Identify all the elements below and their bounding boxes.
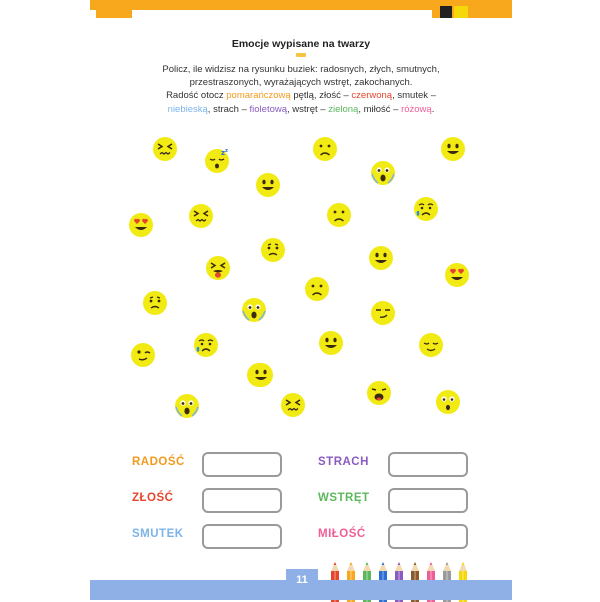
answer-label: SMUTEK <box>132 528 184 540</box>
worksheet-page <box>90 0 512 600</box>
answer-label: STRACH <box>318 456 369 468</box>
instruction-line-2: przestraszonych, wyrażających wstręt, zakochanych. <box>189 77 413 89</box>
svg-text:z: z <box>225 148 228 154</box>
answer-label: MIŁOŚĆ <box>318 528 366 540</box>
answer-label: ZŁOŚĆ <box>132 492 174 504</box>
instruction-line-1: Policz, ile widzisz na rysunku buziek: radosnych, złych, smutnych, <box>162 64 440 75</box>
page-number: 11 <box>296 574 308 586</box>
pencils-decoration <box>90 0 512 600</box>
page-title: Emocje wypisane na twarzy <box>231 38 371 50</box>
answer-label: WSTRĘT <box>318 492 370 504</box>
instruction-line-4: niebieską, strach – fioletową, wstręt – zieloną, miłość – różową. <box>167 103 435 115</box>
answer-label: RADOŚĆ <box>132 456 185 468</box>
svg-text:z: z <box>221 149 226 157</box>
instruction-line-3: Radość otocz pomarańczową pętlą, złość – czerwoną, smutek – <box>166 90 436 102</box>
